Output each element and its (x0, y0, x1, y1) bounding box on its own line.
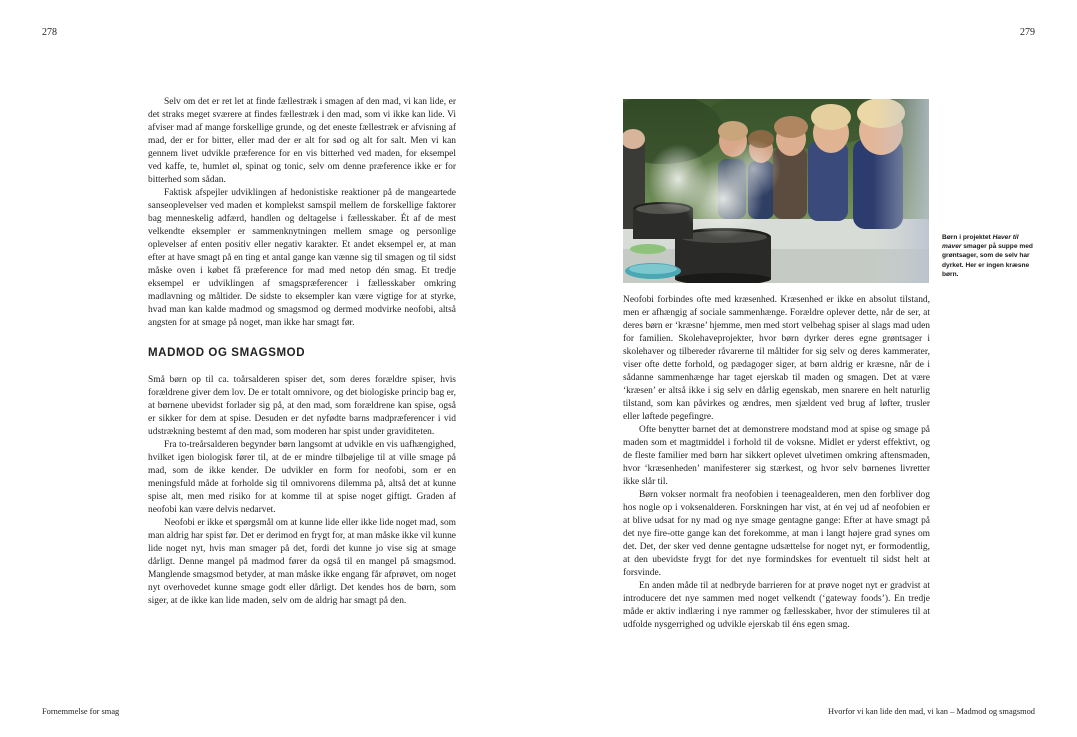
running-footer-right: Hvorfor vi kan lide den mad, vi kan – Madmod og smagsmod (827, 707, 1035, 716)
page-number-right: 279 (1020, 27, 1035, 38)
running-footer-left: Fornemmelse for smag (42, 707, 120, 716)
paragraph: Neofobi er ikke et spørgsmål om at kunne lide eller ikke lide noget mad, som man aldrig har spist før. Det er derimod en frygt for, at man måske ikke vil kunne lide noget nyt, hvis man smager på det, fordi det kunne jo vise sig at smage dårligt. Denne mangel på madmod fører da også til en mangel på smagsmod. Manglende smagsmod betyder, at man måske ikke engang får afprøvet, om noget nyt overhovedet kunne smage godt eller dårligt. Det kendes hos de børn, som siger, at de ikke kan lide maden, selv om de aldrig har smagt på den. (148, 518, 456, 606)
paragraph: Faktisk afspejler udviklingen af hedonistiske reaktioner på de mangeartede sanseoplevelser ved maden et komplekst samspil mellem de forskellige faktorer bag menneskelig adfærd, handlen og deltagelse i fællesskaber. Ét af de mest velkendte eksempler er sammenknytningen mellem smage og personlige oplevelser af enten positiv eller negativ karakter. Et andet eksempel er, at man efter at have smagt på en ting et antal gange kan vænne sig til smagen og til sidst måske oven i købet få præference for mad med netop dén smag. Et tredje eksempel er udviklingen af smagspræferencer i fællesskaber omkring madlavning og måltider. De sidste to eksempler kan være vigtige for at styrke, hvad man kan kalde madmod og smagsmod og dermed modvirke neofobi, altså angsten for at smage på noget, man ikke har smagt før. (148, 188, 456, 328)
section-heading: MADMOD OG SMAGSMOD (148, 347, 306, 359)
photo-caption (942, 233, 1034, 279)
caption-project-name: Haver til maver (942, 234, 1019, 251)
left-text-column (148, 96, 456, 608)
bowl (625, 263, 681, 279)
caption-text: smager på suppe med grøntsager, som de selv har dyrket. Her er ingen kræsne børn. (942, 243, 1033, 278)
paragraph: Fra to-treårsalderen begynder børn langsomt at udvikle en vis uafhængighed, hvilket igen biologisk fører til, at de er mindre tilbøjelige til at ville smage på mad, som de ikke kender. De udvikler en form for neofobi, som er en meningsfuld måde at forholde sig til omnivorens dilemma på, altså det at kunne spise alt, men med risiko for at komme til at spise noget giftigt. Graden af neofobi kan være delvis nedarvet. (148, 440, 456, 515)
paragraph: Små børn op til ca. toårsalderen spiser det, som deres forældre spiser, hvis forældrene giver dem lov. De er totalt omnivore, og det biologiske princip bag er, at børnene ubevidst forlader sig på, at den mad, som forældrene kan spise, også er sikker for dem at spise. Desuden er det nyfødte barns madpræferencer i vid udstrækning bestemt af den mad, som moderen har spist under graviditeten. (148, 375, 456, 437)
children-tasting-soup-photo (623, 99, 929, 283)
child-figure (808, 104, 851, 221)
page-number-left: 278 (42, 27, 57, 38)
paragraph: En anden måde til at nedbryde barrieren for at prøve noget nyt er gradvist at introducere det nye sammen med noget velkendt (‘gateway foods’). En tredje måde er aktiv indlæring i nye rammer og fællesskaber, hvor der stimuleres til at udfolde nysgerrighed og udvikle ejerskab til éns egen smag. (623, 581, 930, 630)
paragraph: Børn vokser normalt fra neofobien i teenagealderen, men den forbliver dog hos nogle op i voksenalderen. Forskningen har vist, at én vej ud af neofobien er at blive udsat for ny mad og nye smage gentagne gange: Efter at have smagt på det nye fire-otte gange kan det forekomme, at man i langt højere grad synes om det. Det, der sker ved denne gentagne udsættelse for noget nyt, er formodentlig, at den ubevidste frygt for det nye formindskes for eventuelt til sidst helt at forsvinde. (623, 490, 930, 578)
paragraph: Neofobi forbindes ofte med kræsenhed. Kræsenhed er ikke en absolut tilstand, men er afhængig af sociale sammenhænge. Forældre oplever dette, når de ser, at deres børn er ‘kræsne’ hjemme, men med stort velbehag spiser al slags mad uden for familien. Skolehaveprojekter, hvor børn dyrker deres egne grøntsager i skolehaver og tilbereder råvarerne til måltider for sig selv og deres kammerater, viser ofte dette forhold, og pædagoger siger, at børn aldrig er kræsne, når de i sådanne sammenhænge har taget ejerskab til maden og smagen. Det at være ‘kræsen’ er altså ikke i sig selv en dårlig egenskab, men snarere en helt naturlig tilstand, som kan påvirkes og ændres, men sjældent ved brug af løfter, trusler eller løftede pegefingre. (623, 295, 930, 422)
caption-text: Børn i projektet (942, 234, 993, 241)
paragraph: Selv om det er ret let at finde fællestræk i smagen af den mad, vi kan lide, er det straks meget sværere at findes fællestræk i den mad, som vi ikke kan lide. Vi afviser mad af mange forskellige grunde, og det eneste fællestræk er afvisning af mad, der er for bitter, eller mad der er alt for sød og alt for salt. Men vi kan gennem livet udvikle præference for en vis bitterhed ved maden, for eksempel ved kaffe, te, humlet øl, spinat og tonic, selv om denne præference ikke er for bitterhed som sådan. (148, 97, 456, 185)
right-text-column (623, 294, 930, 632)
paragraph: Ofte benytter barnet det at demonstrere modstand mod at spise og smage på maden som et magtmiddel i forhold til de voksne. Midlet er yderst effektivt, og de fleste familier med børn har sikkert oplevet ulvetimen omkring aftensmaden, hvor ‘kræsenheden’ manifesterer sig stærkest, og hvor selv børnenes livretter ikke slår til. (623, 425, 930, 487)
